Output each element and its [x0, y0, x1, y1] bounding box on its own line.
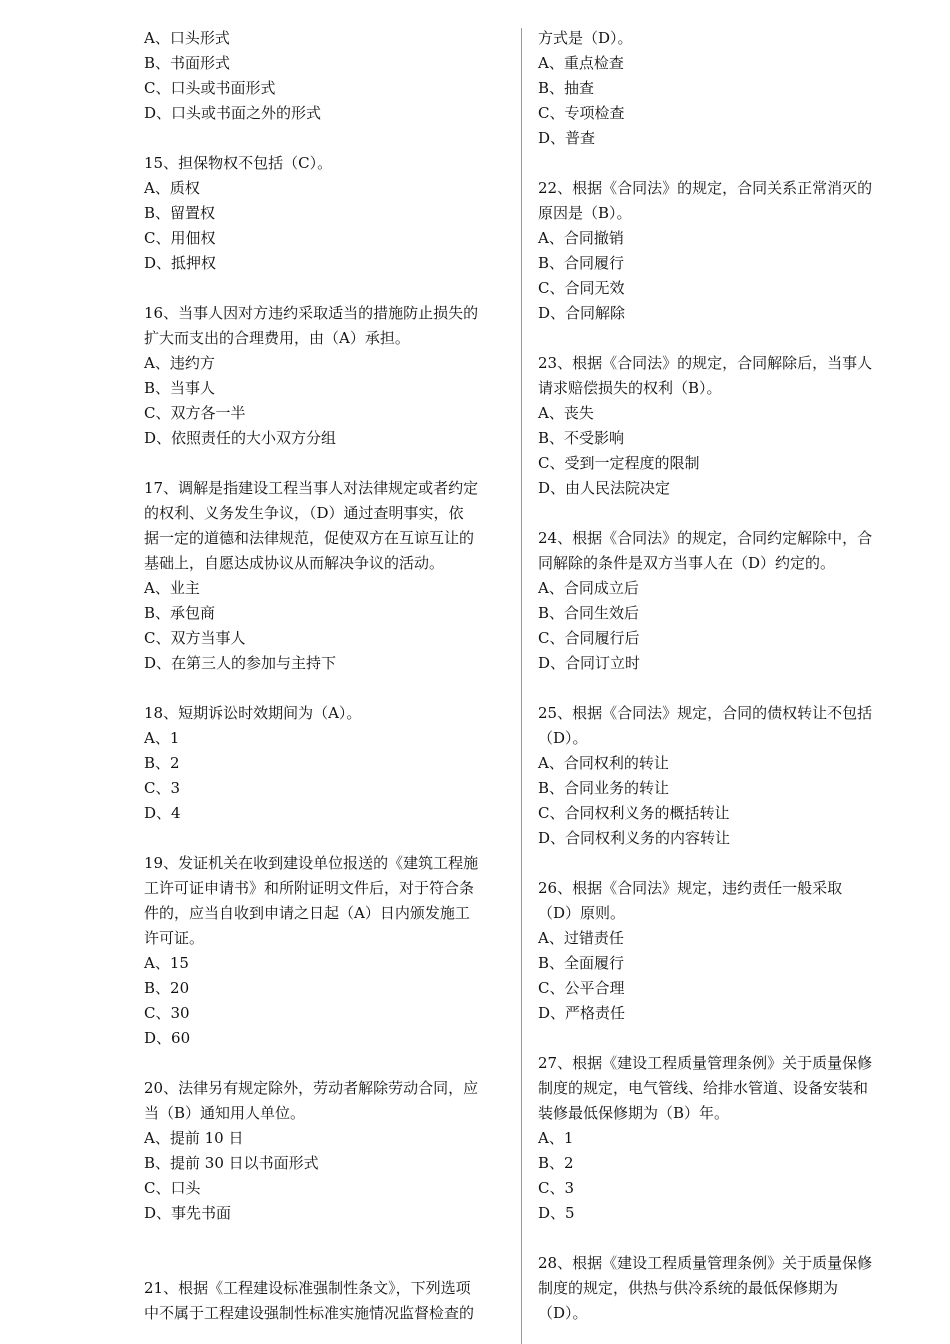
option-a: A、丧失 — [538, 404, 594, 422]
option-a: A、合同撤销 — [538, 229, 624, 247]
option-c: C、口头或书面形式 — [144, 79, 276, 97]
option-a: A、提前 10 日 — [144, 1129, 244, 1147]
option-a: A、合同权利的转让 — [538, 754, 669, 772]
column-divider — [521, 28, 522, 1344]
question-stem: 装修最低保修期为（B）年。 — [538, 1104, 730, 1122]
question-16 — [144, 301, 506, 451]
option-c: C、专项检查 — [538, 104, 625, 122]
option-c: C、3 — [144, 779, 181, 797]
question-stem: 24、根据《合同法》的规定，合同约定解除中，合 — [538, 529, 873, 547]
option-d: D、合同解除 — [538, 304, 626, 322]
option-a: A、1 — [538, 1129, 574, 1147]
question-stem: 23、根据《合同法》的规定，合同解除后，当事人 — [538, 354, 873, 372]
option-a: A、15 — [144, 954, 189, 972]
option-c: C、30 — [144, 1004, 190, 1022]
option-c: C、合同履行后 — [538, 629, 640, 647]
question-stem: 同解除的条件是双方当事人在（D）约定的。 — [538, 554, 836, 572]
option-d: D、普查 — [538, 129, 596, 147]
question-17 — [144, 476, 506, 676]
question-stem: 当（B）通知用人单位。 — [144, 1104, 306, 1122]
question-stem: 17、调解是指建设工程当事人对法律规定或者约定 — [144, 479, 479, 497]
question-stem: 制度的规定，电气管线、给排水管道、设备安装和 — [538, 1079, 869, 1097]
question-stem: 20、法律另有规定除外，劳动者解除劳动合同，应 — [144, 1079, 479, 1097]
option-a: A、过错责任 — [538, 929, 624, 947]
option-b: B、全面履行 — [538, 954, 625, 972]
question-stem: 27、根据《建设工程质量管理条例》关于质量保修 — [538, 1054, 873, 1072]
option-b: B、2 — [538, 1154, 574, 1172]
question-stem: 请求赔偿损失的权利（B）。 — [538, 379, 722, 397]
option-b: B、2 — [144, 754, 180, 772]
option-b: B、留置权 — [144, 204, 216, 222]
question-stem: 26、根据《合同法》规定，违约责任一般采取 — [538, 879, 843, 897]
option-b: B、抽查 — [538, 79, 595, 97]
question-stem: 许可证。 — [144, 929, 205, 947]
question-stem: （D）。 — [538, 1304, 588, 1322]
question-stem: （D）原则。 — [538, 904, 626, 922]
option-b: B、合同业务的转让 — [538, 779, 670, 797]
question-stem: 21、根据《工程建设标准强制性条文》，下列选项 — [144, 1279, 471, 1297]
question-14-options — [144, 26, 506, 126]
option-a: A、重点检查 — [538, 54, 624, 72]
option-d: D、合同权利义务的内容转让 — [538, 829, 731, 847]
option-c: C、用佃权 — [144, 229, 216, 247]
question-stem: 扩大而支出的合理费用，由（A）承担。 — [144, 329, 410, 347]
question-24 — [538, 526, 900, 676]
question-stem: 方式是（D）。 — [538, 29, 633, 47]
option-d: D、由人民法院决定 — [538, 479, 671, 497]
left-column — [144, 26, 506, 1326]
option-d: D、事先书面 — [144, 1204, 232, 1222]
question-25 — [538, 701, 900, 851]
option-b: B、书面形式 — [144, 54, 231, 72]
option-a: A、违约方 — [144, 354, 215, 372]
option-d: D、依照责任的大小双方分组 — [144, 429, 337, 447]
question-stem: 的权利、义务发生争议，（D）通过查明事实，依 — [144, 504, 464, 522]
option-a: A、合同成立后 — [538, 579, 639, 597]
option-c: C、双方当事人 — [144, 629, 246, 647]
question-28 — [538, 1251, 900, 1326]
option-c: C、口头 — [144, 1179, 201, 1197]
question-27 — [538, 1051, 900, 1226]
question-stem: 19、发证机关在收到建设单位报送的《建筑工程施 — [144, 854, 479, 872]
question-22 — [538, 176, 900, 326]
question-15 — [144, 151, 506, 276]
option-d: D、60 — [144, 1029, 191, 1047]
option-d: D、5 — [538, 1204, 575, 1222]
question-stem: 25、根据《合同法》规定，合同的债权转让不包括 — [538, 704, 873, 722]
option-a: A、口头形式 — [144, 29, 230, 47]
option-b: B、当事人 — [144, 379, 216, 397]
question-20 — [144, 1076, 506, 1226]
option-d: D、合同订立时 — [538, 654, 641, 672]
option-a: A、质权 — [144, 179, 200, 197]
question-stem: （D）。 — [538, 729, 588, 747]
option-c: C、受到一定程度的限制 — [538, 454, 700, 472]
question-stem: 工许可证申请书》和所附证明文件后，对于符合条 — [144, 879, 475, 897]
question-18 — [144, 701, 506, 826]
option-d: D、抵押权 — [144, 254, 217, 272]
option-c: C、合同无效 — [538, 279, 625, 297]
question-stem: 15、担保物权不包括（C）。 — [144, 154, 333, 172]
right-column — [538, 26, 900, 1326]
option-d: D、4 — [144, 804, 181, 822]
question-23 — [538, 351, 900, 501]
option-c: C、双方各一半 — [144, 404, 246, 422]
option-c: C、公平合理 — [538, 979, 625, 997]
option-c: C、3 — [538, 1179, 575, 1197]
question-stem: 件的，应当自收到申请之日起（A）日内颁发施工 — [144, 904, 470, 922]
question-21 — [144, 1276, 506, 1326]
question-stem: 中不属于工程建设强制性标准实施情况监督检查的 — [144, 1304, 475, 1322]
question-stem: 28、根据《建设工程质量管理条例》关于质量保修 — [538, 1254, 873, 1272]
question-21-continued — [538, 26, 900, 151]
question-stem: 基础上，自愿达成协议从而解决争议的活动。 — [144, 554, 445, 572]
question-26 — [538, 876, 900, 1026]
question-stem: 22、根据《合同法》的规定，合同关系正常消灭的 — [538, 179, 873, 197]
option-d: D、在第三人的参加与主持下 — [144, 654, 337, 672]
option-b: B、不受影响 — [538, 429, 625, 447]
option-d: D、严格责任 — [538, 1004, 626, 1022]
option-a: A、1 — [144, 729, 180, 747]
option-c: C、合同权利义务的概括转让 — [538, 804, 730, 822]
question-stem: 16、当事人因对方违约采取适当的措施防止损失的 — [144, 304, 479, 322]
question-stem: 制度的规定，供热与供冷系统的最低保修期为 — [538, 1279, 839, 1297]
option-a: A、业主 — [144, 579, 200, 597]
question-stem: 18、短期诉讼时效期间为（A）。 — [144, 704, 362, 722]
option-d: D、口头或书面之外的形式 — [144, 104, 322, 122]
question-stem: 据一定的道德和法律规范，促使双方在互谅互让的 — [144, 529, 475, 547]
question-19 — [144, 851, 506, 1051]
option-b: B、合同履行 — [538, 254, 625, 272]
option-b: B、承包商 — [144, 604, 216, 622]
question-stem: 原因是（B）。 — [538, 204, 632, 222]
option-b: B、提前 30 日以书面形式 — [144, 1154, 319, 1172]
option-b: B、合同生效后 — [538, 604, 640, 622]
option-b: B、20 — [144, 979, 190, 997]
